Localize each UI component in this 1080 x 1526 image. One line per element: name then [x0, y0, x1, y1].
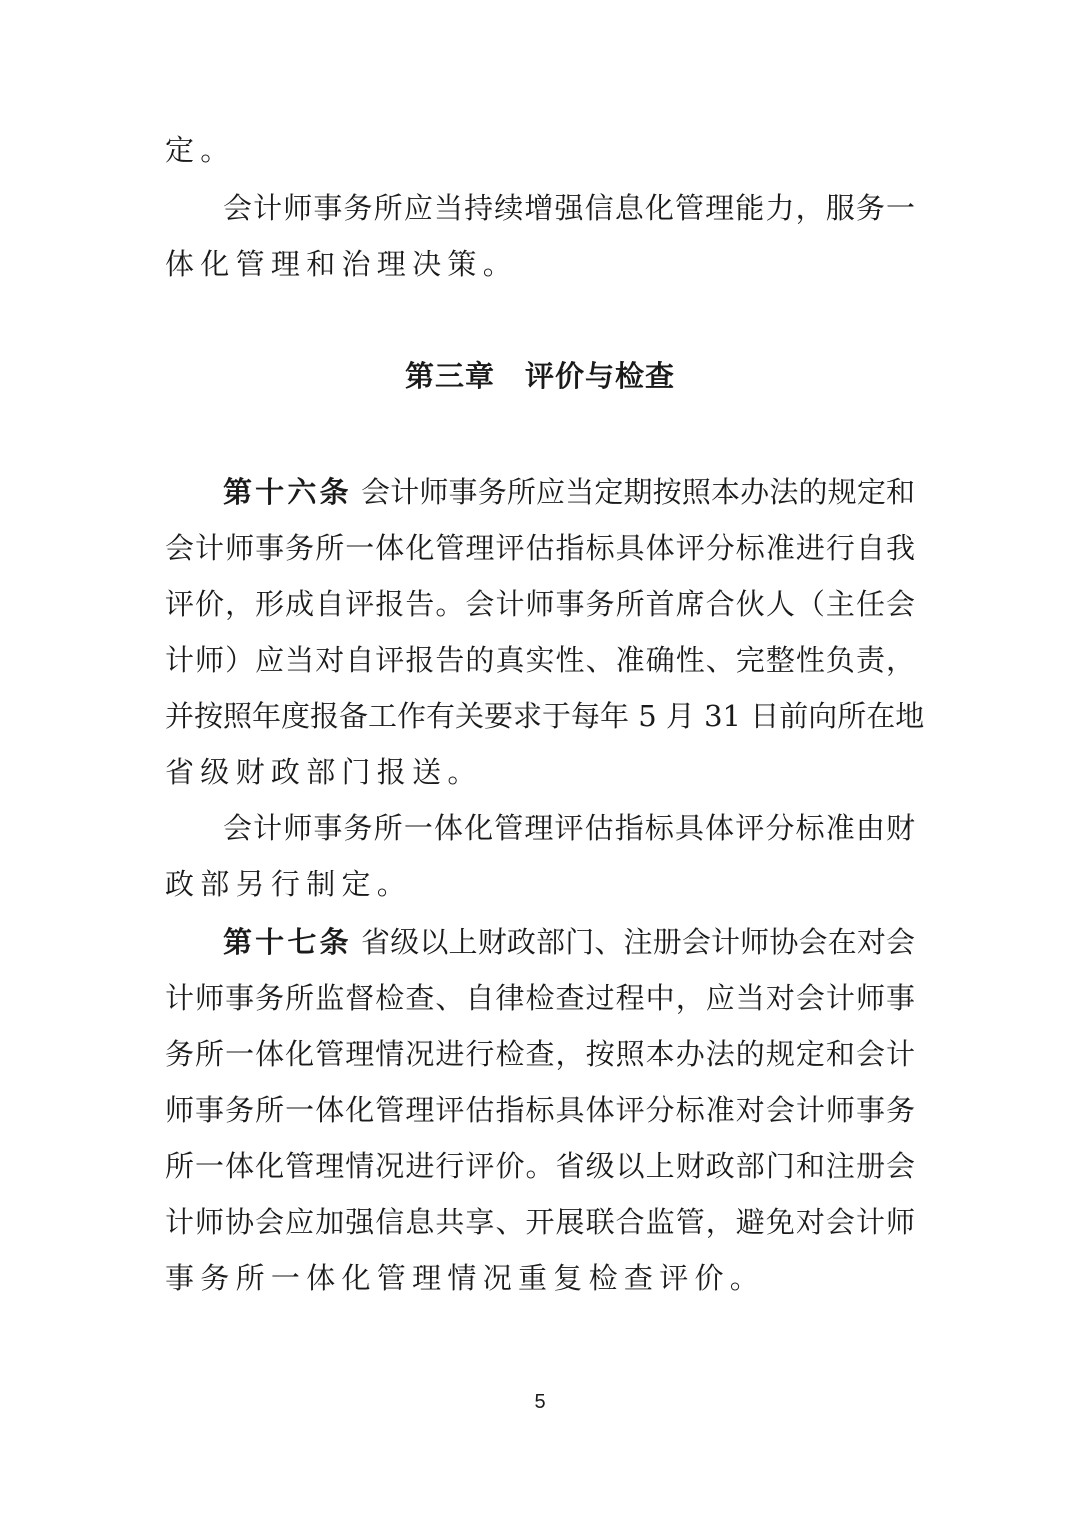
- chapter-heading: [0, 356, 1080, 396]
- article-16-first-line: [223, 472, 915, 512]
- paragraph-line: 所一体化管理情况进行评价。省级以上财政部门和注册会: [165, 1149, 915, 1183]
- article-16-text: 会计师事务所应当定期按照本办法的规定和: [361, 475, 915, 509]
- paragraph-line: 会计师事务所一体化管理评估指标具体评分标准进行自我: [165, 531, 915, 565]
- article-17-label: 第十七条: [223, 925, 352, 959]
- paragraph-line: 并按照年度报备工作有关要求于每年 5 月 31 日前向所在地: [165, 699, 925, 733]
- paragraph-line: 计师协会应加强信息共享、开展联合监管，避免对会计师: [165, 1205, 915, 1239]
- paragraph-line: 会计师事务所应当持续增强信息化管理能力，服务一: [223, 191, 915, 225]
- chapter-title: 评价与检查: [525, 359, 676, 393]
- paragraph-line: 政部另行制定。: [165, 867, 413, 901]
- paragraph-line: 计师事务所监督检查、自律检查过程中，应当对会计师事: [165, 981, 915, 1015]
- paragraph-line: 计师）应当对自评报告的真实性、准确性、完整性负责，: [165, 643, 915, 677]
- paragraph-line: 省级财政部门报送。: [165, 755, 483, 789]
- article-17-first-line: [223, 922, 915, 962]
- paragraph-line: 务所一体化管理情况进行检查，按照本办法的规定和会计: [165, 1037, 915, 1071]
- page-number: 5: [534, 1391, 546, 1413]
- paragraph-line: 会计师事务所一体化管理评估指标具体评分标准由财: [223, 811, 915, 845]
- article-17-text: 省级以上财政部门、注册会计师协会在对会: [361, 925, 915, 959]
- paragraph-line: 体化管理和治理决策。: [165, 247, 519, 281]
- paragraph-line: 评价，形成自评报告。会计师事务所首席合伙人（主任会: [165, 587, 915, 621]
- chapter-number: 第三章: [404, 359, 495, 393]
- article-16-label: 第十六条: [223, 475, 352, 509]
- paragraph-line: 事务所一体化管理情况重复检查评价。: [165, 1261, 766, 1295]
- paragraph-line: 师事务所一体化管理评估指标具体评分标准对会计师事务: [165, 1093, 915, 1127]
- paragraph-line: 定。: [165, 133, 236, 167]
